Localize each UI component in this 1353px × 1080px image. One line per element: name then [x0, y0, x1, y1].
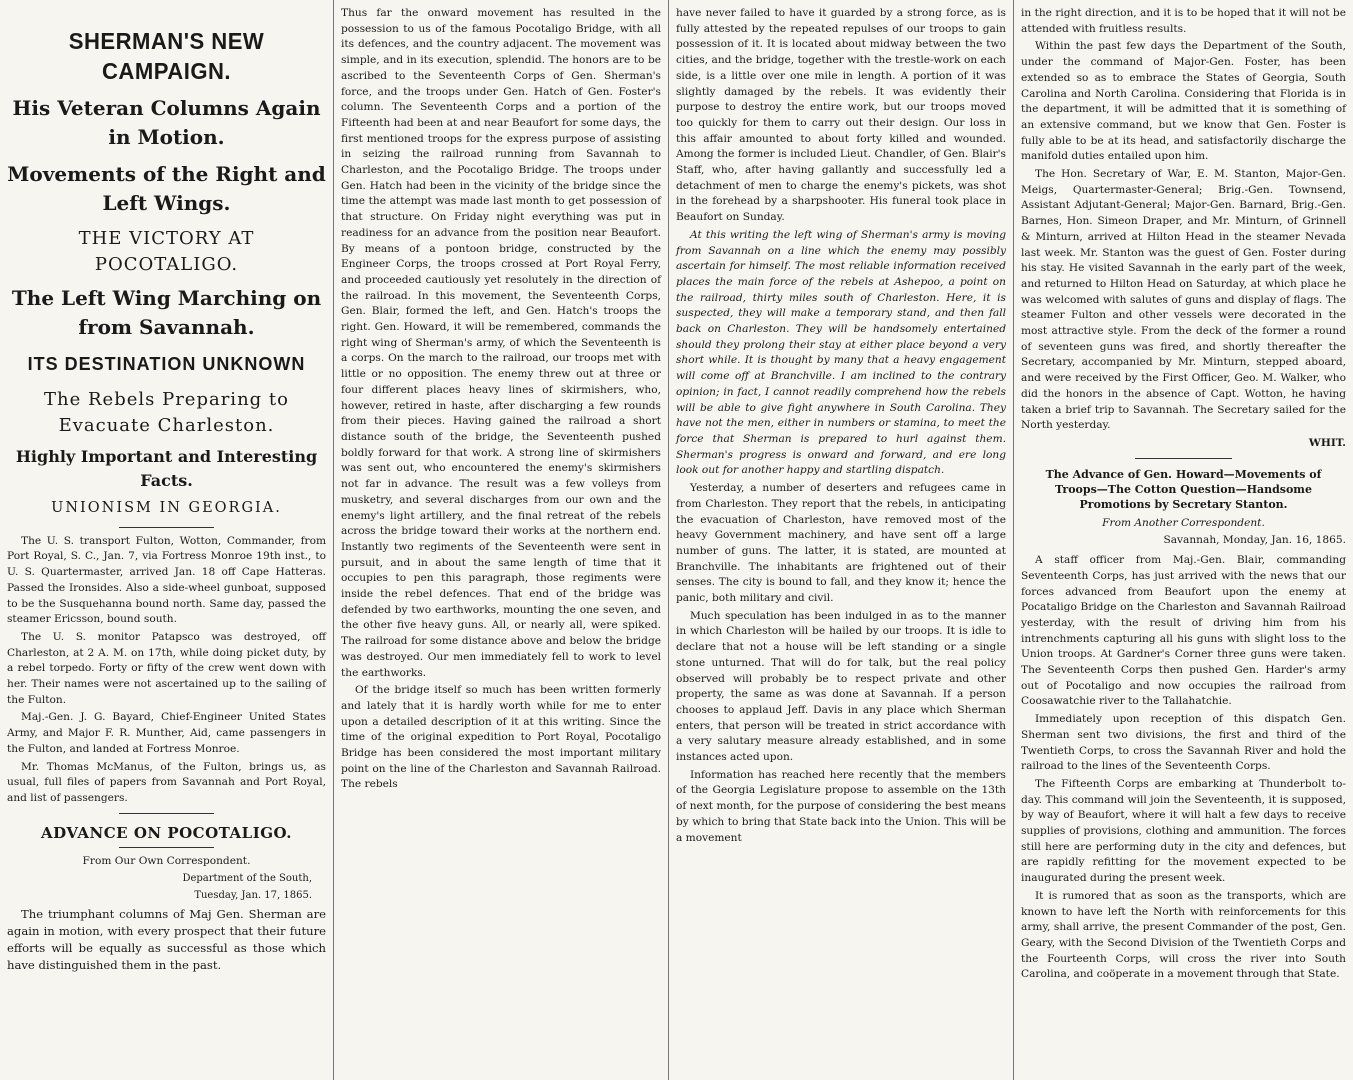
deck-4: The Left Wing Marching on from Savannah. [11, 286, 322, 339]
deck-3: THE VICTORY AT POCOTALIGO. [78, 228, 255, 275]
paragraph: The triumphant columns of Maj Gen. Sherman are again in motion, with every prospect that their future efforts will be equally as successful as those which have distinguished them in the past. [7, 907, 326, 973]
divider [119, 813, 215, 814]
signature: WHIT. [1308, 436, 1346, 449]
byline: From Another Correspondent. [1102, 516, 1265, 529]
deck-1: His Veteran Columns Again in Motion. [12, 96, 321, 149]
paragraph: Of the bridge itself so much has been written formerly and lately that it is hardly worth while for me to enter upon a detailed description of it at this writing. Since the time of the original expedition to Port Royal, Pocotaligo Bridge has been considered the most important military point on the line of the Charleston and Savannah Railroad. The rebels [341, 684, 661, 791]
paragraph: At this writing the left wing of Sherman's army is moving from Savannah on a line which the enemy may possibly ascertain for himself. The most reliable information received places the main force of the rebels at Ashepoo, a point on the railroad, thirty miles south of Charleston. Here, it is suspected, they will make a temporary stand, and then fall back on Charleston. They will be handsomely entertained should they prolong their stay at either place beyond a very short while. It is thought by many that a heavy engagement will come off at Branchville. I am inclined to the contrary opinion; in fact, I cannot readily comprehend how the rebels will be able to give fight anywhere in South Carolina. They have not the men, either in numbers or stamina, to meet the force that Sherman is prepared to hurl against them. Sherman's progress is onward and forward, and ere long look out for another happy and startling dispatch. [676, 228, 1006, 477]
paragraph: Mr. Thomas McManus, of the Fulton, brings us, as usual, full files of papers from Savannah and Port Royal, and list of passengers. [7, 760, 326, 804]
divider [119, 527, 215, 528]
section-heading-advance: ADVANCE ON POCOTALIGO. [41, 823, 292, 842]
paragraph: in the right direction, and it is to be hoped that it will not be attended with fruitless results. [1021, 7, 1346, 35]
column-4 [1013, 0, 1353, 1080]
divider [119, 847, 215, 848]
paragraph: The Fifteenth Corps are embarking at Thunderbolt to-day. This command will join the Seventeenth, it is supposed, by way of Beaufort, where it will halt a few days to receive supplies of provisions, clothing and ammunition. The forces still here are performing duty in the city and defences, but are rapidly refitting for the movement expected to be inaugurated during the present week. [1021, 777, 1346, 885]
dateline: Savannah, Monday, Jan. 16, 1865. [1163, 534, 1346, 547]
byline: From Our Own Correspondent. [82, 855, 251, 868]
paragraph: It is rumored that as soon as the transports, which are known to have left the North with reinforcements for this army, shall arrive, the present Commander of the post, Gen. Geary, with the Second Division of the Twentieth Corps and the Fourteenth Corps, will cross the river into South Carolina, and coöperate in a movement through that State. [1021, 889, 1346, 981]
divider [1135, 458, 1233, 459]
column-1 [0, 0, 333, 1080]
main-headline: SHERMAN'S NEW CAMPAIGN. [68, 28, 265, 84]
paragraph: The Hon. Secretary of War, E. M. Stanton, Major-Gen. Meigs, Quartermaster-General; Brig.-Gen. Townsend, Assistant Adjutant-General; Major-Gen. Barnard, Brig.-Gen. Barnes, Hon. Simeon Draper, and Mr. Minturn, of Grinnell & Minturn, arrived at Hilton Head in the steamer Nevada last week. Mr. Stanton was the guest of Gen. Foster during his stay. He visited Savannah in the early part of the week, and returned to Hilton Head on Saturday, at which place he was welcomed with salutes of guns and display of flags. The steamer Fulton and other vessels were decorated in the most attractive style. From the deck of the former a round of seventeen guns was fired, and shortly thereafter the Secretary, accompanied by Mr. Minturn, stepped aboard, and were received by the First Officer, Geo. M. Walker, who did the honors in the absence of Capt. Wotton, he having taken a brief trip to Savannah. The Secretary sailed for the North yesterday. [1021, 168, 1346, 432]
paragraph: Yesterday, a number of deserters and refugees came in from Charleston. They report that the rebels, in anticipating the evacuation of Charleston, have removed most of the heavy Government machinery, and have sent off a large number of guns. The latter, it is stated, are mounted at Branchville. The inhabitants are frightened out of their senses. The city is bound to fall, and they know it; hence the panic, both military and civil. [676, 482, 1006, 605]
paragraph: have never failed to have it guarded by a strong force, as is fully attested by the repeated repulses of our troops to gain possession of it. It is located about midway between the two cities, and the bridge, together with the trestle-work on each side, is a little over one mile in length. A portion of it was slightly damaged by the rebels. It was evidently their purpose to destroy the entire work, but our troops moved too quickly for them to carry out their design. Our loss in this affair amounted to about forty killed and wounded. Among the former is included Lieut. Chandler, of Gen. Blair's Staff, who, after having gallantly and successfully led a detachment of men to charge the enemy's pickets, was shot in the forehead by a sharpshooter. His funeral took place in Beaufort on Sunday. [676, 7, 1006, 224]
paragraph: Within the past few days the Department of the South, under the command of Major-Gen. Foster, has been extended so as to embrace the States of Georgia, South Carolina and North Carolina. Considering that Florida is in the department, it will be admitted that it is something of an extensive command, but we know that Gen. Foster is fully able to be at its head, and satisfactorily discharge the manifold duties entailed upon him. [1021, 40, 1346, 163]
dateline-line-2: Tuesday, Jan. 17, 1865. [194, 890, 312, 902]
paragraph: Thus far the onward movement has resulted in the possession to us of the famous Pocotaligo Bridge, with all its defences, and the country adjacent. The movement was simple, and in its execution, splendid. The honors are to be ascribed to the Seventeenth Corps of Gen. Sherman's force, and the troops under Gen. Hatch of Gen. Foster's column. The Seventeenth Corps and a portion of the Fifteenth had been at and near Beaufort for some days, the first mentioned troops for the express purpose of assisting in seizing the railroad running from Savannah to Charleston, and the Pocotaligo Bridge. The troops under Gen. Hatch had been in the vicinity of the bridge since the time the attempt was made last month to get possession of that structure. On Friday night everything was put in readiness for an advance from the position near Beaufort. By means of a pontoon bridge, constructed by the Engineer Corps, the troops crossed at Port Royal Ferry, and proceeded cautiously yet resolutely in the direction of the railroad. In this movement, the Seventeenth Corps, Gen. Blair, formed the left, and Gen. Hatch's troops the right. Gen. Howard, it will be remembered, commands the right wing of Sherman's army, of which the Seventeenth is a corps. On the march to the railroad, our troops met with little or no opposition. The enemy threw out at three or four different places heavy lines of skirmishers, who, however, retired in haste, after discharging a few rounds from their pieces. Having gained the railroad a short distance south of the bridge, the Seventeenth pushed boldly forward for that work. A strong line of skirmishers was sent out, who encountered the enemy's skirmishers not far in advance. The result was a few volleys from musketry, and several discharges from our own and the enemy's light artillery, and the final retreat of the rebels across the bridge toward their works at the northern end. Instantly two regiments of the Seventeenth were sent in pursuit, and in about the same length of time that it occupies to pen this paragraph, those regiments were inside the rebel defences. That end of the bridge was defended by two earthworks, mounting the one seven, and the other five heavy guns. All, or nearly all, were spiked. The railroad for some distance above and below the bridge was destroyed. Our men immediately fell to work to level the earthworks. [341, 7, 661, 679]
deck-2: Movements of the Right and Left Wings. [7, 162, 326, 215]
column-2 [333, 0, 668, 1080]
section-heading-unionism: UNIONISM IN GEORGIA. [51, 500, 282, 516]
deck-5: ITS DESTINATION UNKNOWN [27, 354, 306, 374]
deck-7: Highly Important and Interesting Facts. [15, 447, 318, 490]
paragraph: Immediately upon reception of this dispatch Gen. Sherman sent two divisions, the first and third of the Twentieth Corps, to cross the Savannah River and hold the railroad to the lines of the Seventeenth Corps. [1021, 713, 1346, 773]
column-3 [668, 0, 1013, 1080]
paragraph: A staff officer from Maj.-Gen. Blair, commanding Seventeenth Corps, has just arrived with the news that our forces advanced from Beaufort upon the enemy at Pocataligo Bridge on the Charleston and Savannah Railroad yesterday, with the result of driving him from his intrenchments capturing all his guns with slight loss to the Union troops. At Gardner's Corner three guns were taken. The Seventeenth Corps then pushed Gen. Harder's army out of Pocotaligo and now occupies the railroad from Coosawatchie river to the Tallahatchie. [1021, 554, 1346, 708]
paragraph: The U. S. monitor Patapsco was destroyed, off Charleston, at 2 A. M. on 17th, while doing picket duty, by a rebel torpedo. Forty or fifty of the crew went down with her. Their names were not ascertained up to the sailing of the Fulton. [7, 630, 326, 706]
deck-6: The Rebels Preparing to Evacuate Charleston. [44, 389, 289, 436]
subheadline: The Advance of Gen. Howard—Movements of Troops—The Cotton Question—Handsome Promotions by Secretary Stanton. [1045, 467, 1322, 511]
paragraph: Maj.-Gen. J. G. Bayard, Chief-Engineer United States Army, and Major F. R. Munther, Aid, came passengers in the Fulton, and landed at Fortress Monroe. [7, 711, 326, 755]
paragraph: Much speculation has been indulged in as to the manner in which Charleston will be hailed by our troops. It is idle to declare that not a house will be left standing or a single stone unturned. That will do for talk, but the real policy observed will probably be to respect private and other property, the same as was done at Savannah. If a person chooses to applaud Jeff. Davis in any place which Sherman enters, that person will be treated in strict accordance with a very salutary measure already established, and in some instances acted upon. [676, 609, 1006, 764]
paragraph: Information has reached here recently that the members of the Georgia Legislature propose to assemble on the 13th of next month, for the purpose of considering the best means by which to bring that State back into the Union. This will be a movement [676, 768, 1006, 844]
dateline-line-1: Department of the South, [182, 873, 312, 885]
paragraph: The U. S. transport Fulton, Wotton, Commander, from Port Royal, S. C., Jan. 7, via Fortress Monroe 19th inst., to U. S. Quartermaster, arrived Jan. 18 off Cape Hatteras. Passed the Ironsides. Also a side-wheel gunboat, supposed to be the Susquehanna bound north. Same day, passed the steamer Ericsson, bound south. [7, 534, 326, 626]
